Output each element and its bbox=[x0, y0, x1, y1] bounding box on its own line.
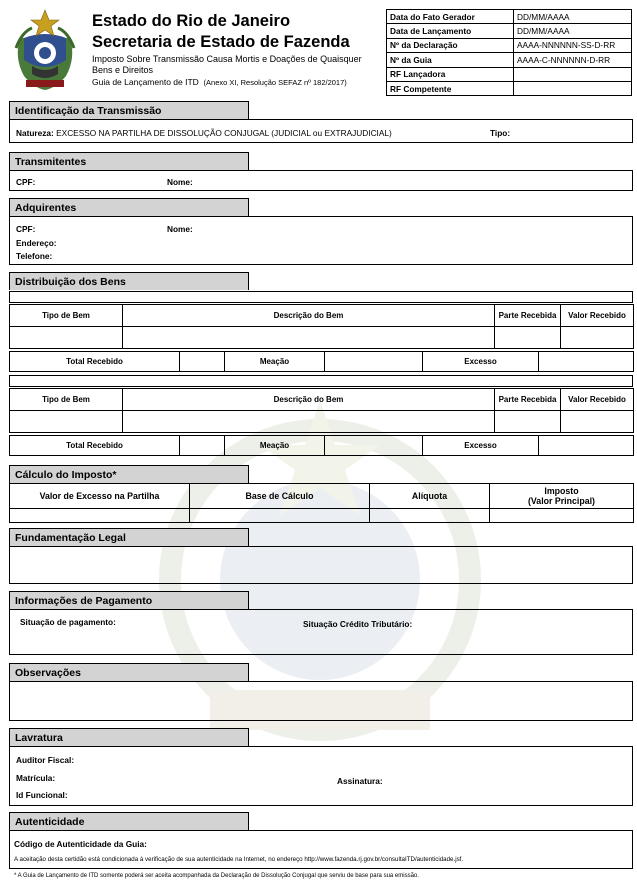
adquirente-nome-label: Nome: bbox=[167, 224, 193, 234]
section-transmitentes-title: Transmitentes bbox=[9, 152, 249, 170]
meta-value: DD/MM/AAAA bbox=[514, 10, 632, 24]
col-imposto: Imposto (Valor Principal) bbox=[490, 484, 634, 509]
col-valor-recebido: Valor Recebido bbox=[561, 389, 634, 411]
table-row bbox=[10, 327, 634, 349]
col-tipo-bem: Tipo de Bem bbox=[10, 305, 123, 327]
meta-row bbox=[387, 67, 632, 81]
meta-label: Nº da Guia bbox=[387, 53, 514, 67]
section-fundamentacao-box bbox=[9, 546, 633, 584]
col-base-calculo: Base de Cálculo bbox=[190, 484, 370, 509]
col-descricao-bem: Descrição do Bem bbox=[123, 305, 495, 327]
bens-table-2 bbox=[9, 388, 634, 433]
id-funcional-label: Id Funcional: bbox=[16, 790, 68, 800]
adquirente-endereco-label: Endereço: bbox=[16, 238, 57, 248]
guide-metadata-table bbox=[386, 9, 632, 96]
transmitente-nome-label: Nome: bbox=[167, 177, 193, 187]
section-adquirentes-title: Adquirentes bbox=[9, 198, 249, 216]
section-lavratura-box bbox=[9, 746, 633, 806]
calculo-table bbox=[9, 483, 634, 523]
natureza-field: Natureza: EXCESSO NA PARTILHA DE DISSOLUÇÃO CONJUGAL (JUDICIAL ou EXTRAJUDICIAL) bbox=[16, 128, 392, 138]
meta-value: AAAA-NNNNNN-SS-D-RR bbox=[514, 38, 632, 52]
codigo-autenticidade-label: Código de Autenticidade da Guia: bbox=[14, 839, 147, 849]
section-pagamento-box bbox=[9, 609, 633, 655]
col-tipo-bem: Tipo de Bem bbox=[10, 389, 123, 411]
meta-row bbox=[387, 24, 632, 38]
tax-name-line1: Imposto Sobre Transmissão Causa Mortis e Doações de Quaisquer bbox=[92, 54, 362, 64]
assinatura-label: Assinatura: bbox=[337, 776, 383, 786]
meta-row bbox=[387, 53, 632, 67]
col-aliquota: Alíquota bbox=[370, 484, 490, 509]
excesso-label: Excesso bbox=[423, 352, 539, 372]
meta-row bbox=[387, 38, 632, 52]
totals-row bbox=[10, 352, 634, 372]
section-observacoes-title: Observações bbox=[9, 663, 249, 681]
section-calculo-title: Cálculo do Imposto* bbox=[9, 465, 249, 483]
totals-row bbox=[10, 436, 634, 456]
table-header-row bbox=[10, 484, 634, 509]
meacao-label: Meação bbox=[225, 436, 325, 456]
col-descricao-bem: Descrição do Bem bbox=[123, 389, 495, 411]
section-transmitentes-box bbox=[9, 170, 633, 191]
section-autenticidade-title: Autenticidade bbox=[9, 812, 249, 830]
meta-row bbox=[387, 10, 632, 24]
bens-table-1 bbox=[9, 304, 634, 349]
meta-label: RF Lançadora bbox=[387, 67, 514, 81]
distribuicao-spacer-strip bbox=[9, 375, 633, 387]
resolution-reference: (Anexo XI, Resolução SEFAZ nº 182/2017) bbox=[203, 78, 347, 87]
col-valor-excesso: Valor de Excesso na Partilha bbox=[10, 484, 190, 509]
table-row bbox=[10, 509, 634, 523]
col-parte-recebida: Parte Recebida bbox=[495, 389, 561, 411]
section-identificacao-box bbox=[9, 119, 633, 143]
natureza-value: EXCESSO NA PARTILHA DE DISSOLUÇÃO CONJUGAL (JUDICIAL ou EXTRAJUDICIAL) bbox=[56, 128, 392, 138]
secretariat-title: Secretaria de Estado de Fazenda bbox=[92, 33, 350, 51]
section-autenticidade-box bbox=[9, 830, 633, 869]
col-parte-recebida: Parte Recebida bbox=[495, 305, 561, 327]
meta-value: DD/MM/AAAA bbox=[514, 24, 632, 38]
table-row bbox=[10, 411, 634, 433]
imposto-subtitle: (Valor Principal) bbox=[528, 496, 595, 506]
table-header-row bbox=[10, 305, 634, 327]
matricula-label: Matrícula: bbox=[16, 773, 56, 783]
distribuicao-spacer-strip bbox=[9, 291, 633, 303]
section-lavratura-title: Lavratura bbox=[9, 728, 249, 746]
meta-label: Data de Lançamento bbox=[387, 24, 514, 38]
meta-row bbox=[387, 81, 632, 95]
tipo-label: Tipo: bbox=[490, 128, 511, 138]
footnote: * A Guia de Lançamento de ITD somente poderá ser aceita acompanhada da Declaração de Dissolução Conjugal que serviu de base para sua emissão. bbox=[14, 873, 419, 879]
situacao-credito-label: Situação Crédito Tributário: bbox=[303, 619, 413, 629]
section-distribuicao-title: Distribuição dos Bens bbox=[9, 272, 249, 290]
transmitente-cpf-label: CPF: bbox=[16, 177, 36, 187]
section-observacoes-box bbox=[9, 681, 633, 721]
state-coat-of-arms-logo bbox=[12, 8, 78, 92]
state-title: Estado do Rio de Janeiro bbox=[92, 12, 291, 30]
section-adquirentes-box bbox=[9, 216, 633, 265]
total-recebido-label: Total Recebido bbox=[10, 436, 180, 456]
excesso-label: Excesso bbox=[423, 436, 539, 456]
col-valor-recebido: Valor Recebido bbox=[561, 305, 634, 327]
total-recebido-label: Total Recebido bbox=[10, 352, 180, 372]
section-identificacao-title: Identificação da Transmissão bbox=[9, 101, 249, 119]
meta-value bbox=[514, 81, 632, 95]
meacao-label: Meação bbox=[225, 352, 325, 372]
section-fundamentacao-title: Fundamentação Legal bbox=[9, 528, 249, 546]
adquirente-telefone-label: Telefone: bbox=[16, 251, 53, 261]
meta-label: Data do Fato Gerador bbox=[387, 10, 514, 24]
tax-name-line2: Bens e Direitos bbox=[92, 65, 154, 75]
meta-label: RF Competente bbox=[387, 81, 514, 95]
guide-name: Guia de Lançamento de ITD (Anexo XI, Resolução SEFAZ nº 182/2017) bbox=[92, 77, 347, 87]
totals-table-1 bbox=[9, 351, 634, 372]
situacao-pagamento-label: Situação de pagamento: bbox=[20, 617, 116, 627]
meta-label: Nº da Declaração bbox=[387, 38, 514, 52]
table-header-row bbox=[10, 389, 634, 411]
section-pagamento-title: Informações de Pagamento bbox=[9, 591, 249, 609]
meta-value bbox=[514, 67, 632, 81]
adquirente-cpf-label: CPF: bbox=[16, 224, 36, 234]
auditor-fiscal-label: Auditor Fiscal: bbox=[16, 755, 75, 765]
totals-table-2 bbox=[9, 435, 634, 456]
autenticidade-aviso: A aceitação desta certidão está condicionada à verificação de sua autenticidade na Internet, no endereço http://www.fazenda.rj.gov.br/consultaITD/autenticidade.jsf. bbox=[14, 856, 464, 863]
meta-value: AAAA-C-NNNNNN-D-RR bbox=[514, 53, 632, 67]
